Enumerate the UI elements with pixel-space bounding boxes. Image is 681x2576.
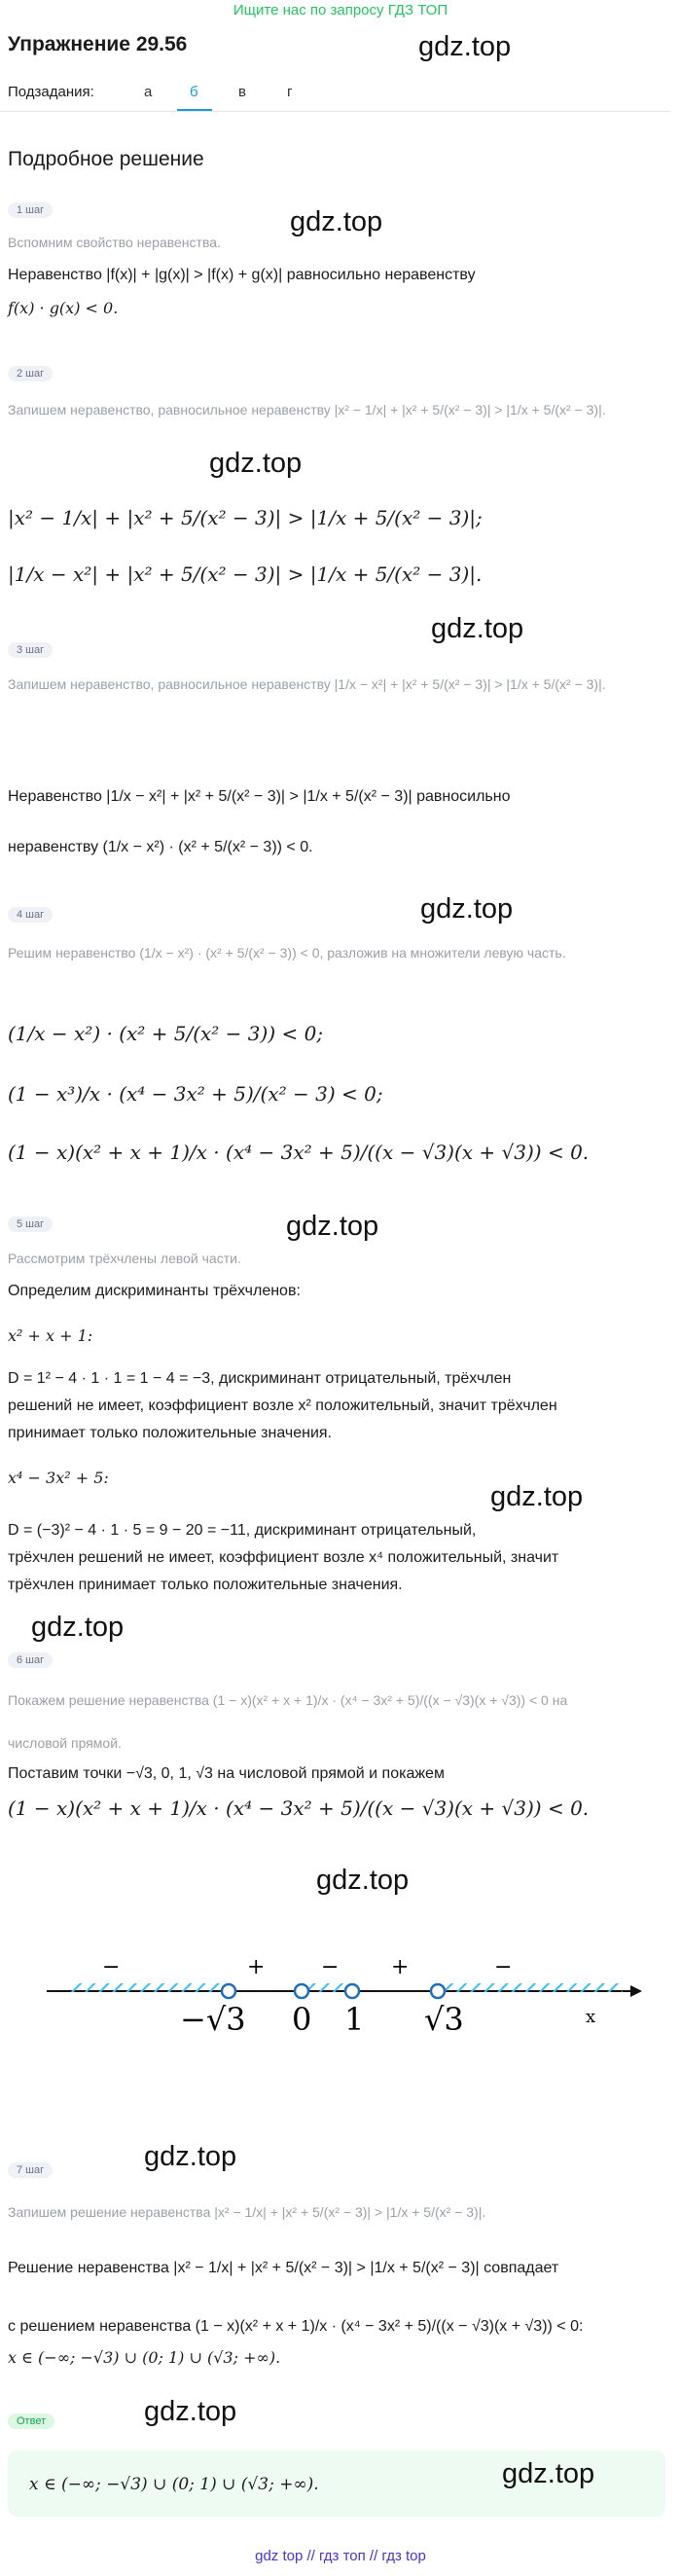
point-label: √3: [424, 2001, 464, 2038]
axis-label: x: [586, 2007, 596, 2027]
open-point: [431, 1984, 445, 1998]
sign-label: −: [494, 1955, 513, 1979]
watermark: gdz.top: [290, 206, 383, 237]
watermark: gdz.top: [209, 448, 303, 479]
step-badge: 3 шаг: [8, 642, 53, 658]
subtask-tab-v[interactable]: в: [238, 84, 246, 100]
step-text: Поставим точки −√3, 0, 1, √3 на числовой прямой и покажем: [8, 1765, 445, 1782]
promo-banner[interactable]: Ищите нас по запросу ГДЗ ТОП: [233, 2, 448, 18]
step-note: Рассмотрим трёхчлены левой части.: [8, 1251, 241, 1266]
step-note: Вспомним свойство неравенства.: [8, 235, 221, 250]
step-badge: 5 шаг: [8, 1216, 53, 1232]
open-point: [295, 1984, 308, 1998]
sign-label: −: [321, 1955, 340, 1979]
step-text: неравенству (1/x − x²) · (x² + 5/(x² − 3)) < 0.: [8, 839, 313, 855]
step-badge: 7 шаг: [8, 2162, 53, 2178]
step-text: Определим дискриминанты трёхчленов:: [8, 1283, 301, 1299]
hatched-interval: [68, 1983, 229, 1992]
step-note: числовой прямой.: [8, 1735, 122, 1751]
step-formula: (1 − x)(x² + x + 1)/x · (x⁴ − 3x² + 5)/((x − √3)(x + √3)) < 0.: [8, 1796, 590, 1820]
watermark: gdz.top: [144, 2396, 237, 2427]
step-formula: (1 − x³)/x · (x⁴ − 3x² + 5)/(x² − 3) < 0;: [8, 1082, 383, 1106]
section-title: Подробное решение: [8, 148, 204, 170]
step-note: Покажем решение неравенства (1 − x)(x² + x + 1)/x · (x⁴ − 3x² + 5)/((x − √3)(x + √3)) < 0 на: [8, 1692, 568, 1708]
step-note: Решим неравенство (1/x − x²) · (x² + 5/(x² − 3)) < 0, разложив на множители левую часть.: [8, 945, 566, 961]
step-text: принимает только положительные значения.: [8, 1425, 332, 1441]
point-label: 0: [292, 2001, 312, 2038]
step-badge: 4 шаг: [8, 907, 53, 923]
watermark: gdz.top: [286, 1211, 379, 1242]
watermark: gdz.top: [420, 893, 514, 925]
step-badge: 2 шаг: [8, 366, 53, 381]
step-text: с решением неравенства (1 − x)(x² + x + 1)/x · (x⁴ − 3x² + 5)/((x − √3)(x + √3)) < 0:: [8, 2318, 584, 2335]
step-formula: f(x) · g(x) < 0.: [8, 299, 119, 317]
step-note: Запишем неравенство, равносильное неравенству |1/x − x²| + |x² + 5/(x² − 3)| > |1/x + 5/(x² − 3)|.: [8, 676, 606, 692]
watermark: gdz.top: [431, 613, 524, 644]
point-label: 1: [344, 2001, 365, 2038]
step-formula: x⁴ − 3x² + 5:: [8, 1469, 109, 1487]
answer-badge: Ответ: [8, 2413, 54, 2429]
open-point: [222, 1984, 235, 1998]
open-point: [345, 1984, 359, 1998]
watermark: gdz.top: [490, 1481, 584, 1512]
subtask-tab-g[interactable]: г: [287, 84, 293, 100]
footer-links[interactable]: gdz top // гдз топ // гдз top: [255, 2548, 426, 2564]
number-line: [0, 1898, 681, 2044]
point-label: −√3: [180, 2001, 246, 2038]
subtasks-label: Подзадания:: [8, 84, 94, 100]
step-badge: 1 шаг: [8, 202, 53, 218]
watermark: gdz.top: [316, 1865, 410, 1896]
step-text: трёхчлен принимает только положительные значения.: [8, 1577, 403, 1593]
watermark: gdz.top: [144, 2141, 237, 2172]
step-text: решений не имеет, коэффициент возле x² положительный, значит трёхчлен: [8, 1397, 557, 1414]
step-note: Запишем решение неравенства |x² − 1/x| + |x² + 5/(x² − 3)| > |1/x + 5/(x² − 3)|.: [8, 2204, 486, 2220]
answer-formula: x ∈ (−∞; −√3) ∪ (0; 1) ∪ (√3; +∞).: [29, 2475, 319, 2494]
step-formula: |1/x − x²| + |x² + 5/(x² − 3)| > |1/x + 5/(x² − 3)|.: [8, 562, 483, 586]
page-title: Упражнение 29.56: [8, 33, 188, 55]
tabs-divider: [0, 111, 671, 112]
step-note: Запишем неравенство, равносильное неравенству |x² − 1/x| + |x² + 5/(x² − 3)| > |1/x + 5/(x² − 3)|.: [8, 402, 606, 417]
arrow-icon: [630, 1985, 642, 1997]
step-badge: 6 шаг: [8, 1652, 53, 1668]
step-formula: x² + x + 1:: [8, 1326, 93, 1345]
step-text: Неравенство |1/x − x²| + |x² + 5/(x² − 3)| > |1/x + 5/(x² − 3)| равносильно: [8, 788, 511, 805]
step-formula: (1/x − x²) · (x² + 5/(x² − 3)) < 0;: [8, 1022, 324, 1045]
step-formula: (1 − x)(x² + x + 1)/x · (x⁴ − 3x² + 5)/((x − √3)(x + √3)) < 0.: [8, 1141, 590, 1164]
step-text: D = 1² − 4 · 1 · 1 = 1 − 4 = −3, дискриминант отрицательный, трёхчлен: [8, 1370, 512, 1387]
sign-label: +: [247, 1955, 266, 1979]
sign-label: +: [391, 1955, 410, 1979]
subtask-tab-b[interactable]: б: [190, 84, 198, 100]
step-text: Решение неравенства |x² − 1/x| + |x² + 5/(x² − 3)| > |1/x + 5/(x² − 3)| совпадает: [8, 2260, 559, 2276]
step-text: D = (−3)² − 4 · 1 · 5 = 9 − 20 = −11, дискриминант отрицательный,: [8, 1522, 477, 1539]
step-formula: |x² − 1/x| + |x² + 5/(x² − 3)| > |1/x + 5/(x² − 3)|;: [8, 506, 483, 529]
step-formula: x ∈ (−∞; −√3) ∪ (0; 1) ∪ (√3; +∞).: [8, 2348, 281, 2367]
sign-label: −: [102, 1955, 121, 1979]
watermark: gdz.top: [418, 31, 512, 62]
step-text: Неравенство |f(x)| + |g(x)| > |f(x) + g(x)| равносильно неравенству: [8, 267, 476, 283]
subtask-tab-a[interactable]: а: [144, 84, 153, 100]
hatched-interval: [438, 1983, 623, 1992]
watermark: gdz.top: [502, 2458, 595, 2489]
step-text: трёхчлен решений не имеет, коэффициент возле x⁴ положительный, значит: [8, 1549, 559, 1566]
watermark: gdz.top: [31, 1612, 125, 1643]
